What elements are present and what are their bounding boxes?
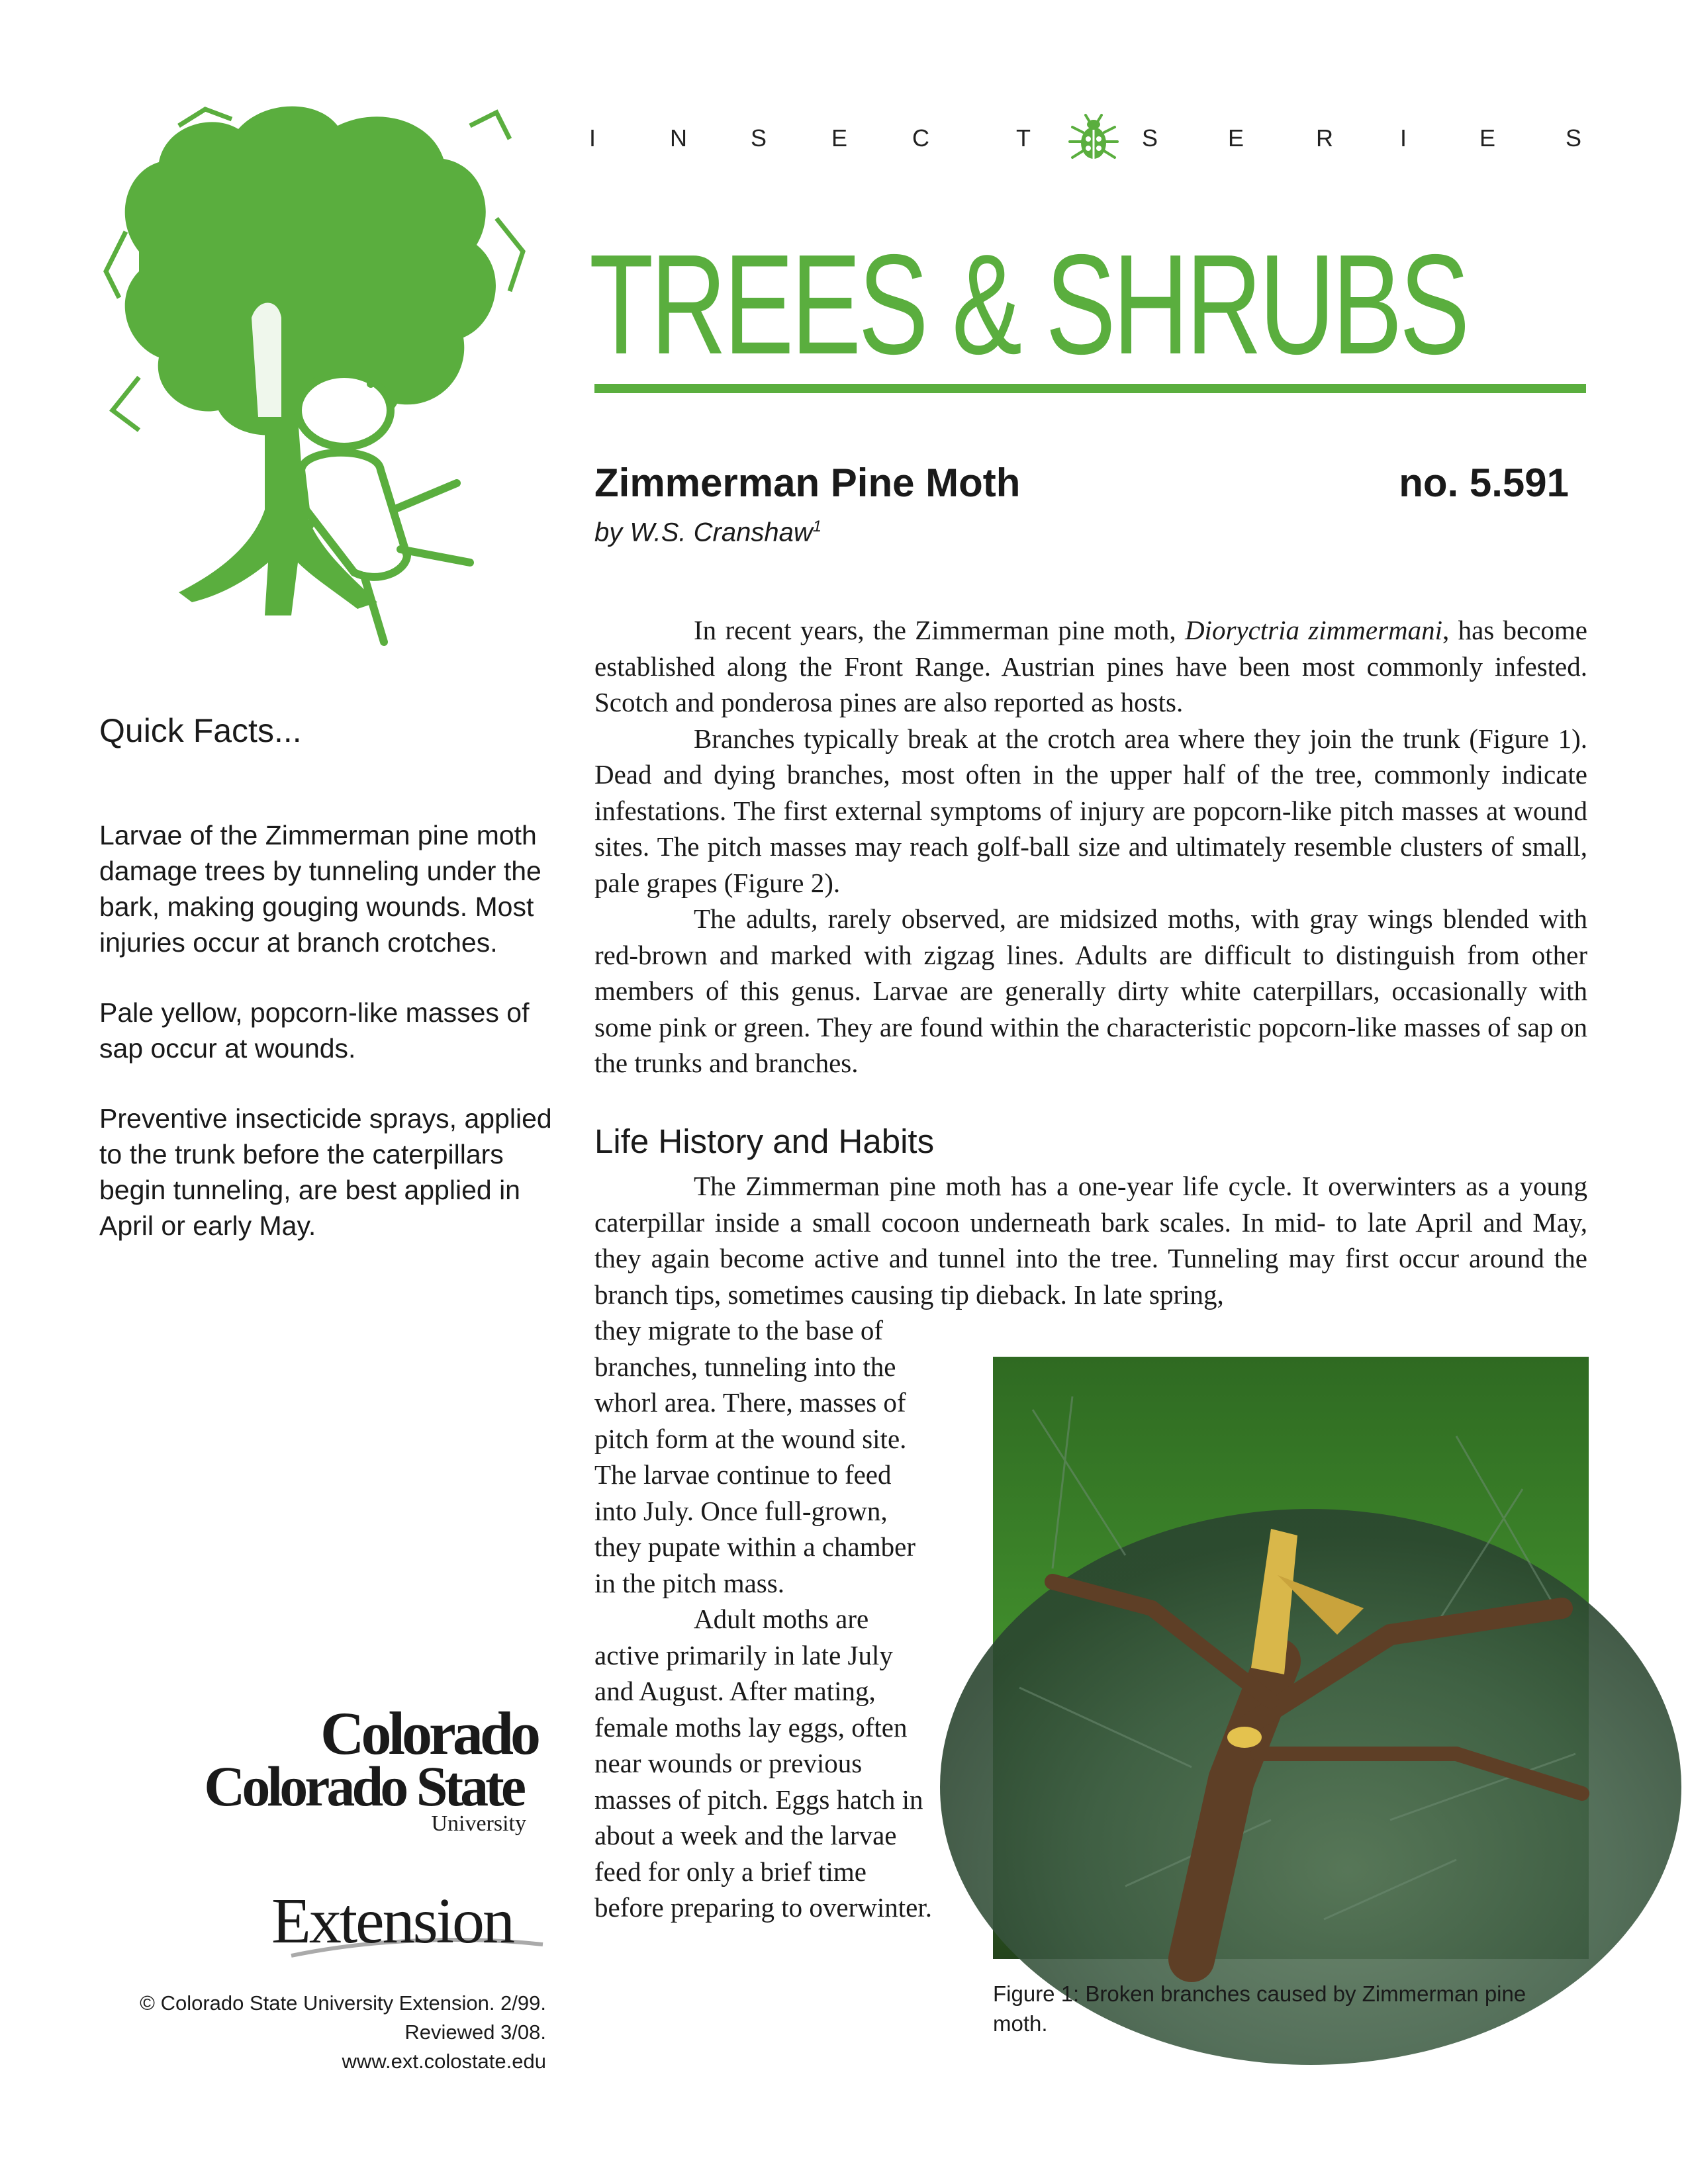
- figure-photo: [993, 1357, 1589, 1959]
- svg-text:Colorado: Colorado: [320, 1700, 538, 1767]
- csu-logo-state: Colorado State: [204, 1754, 523, 1818]
- quick-fact: Larvae of the Zimmerman pine moth damage trees by tunneling under the bark, making gouging wounds. Most injuries occur at branch crotches.: [99, 820, 541, 958]
- body-paragraph: [594, 612, 1587, 721]
- body-paragraph: Branches typically break at the crotch area where they join the trunk (Figure 1). Dead and dying branches, most often in the upper half of the tree, commonly indicate infestations. The first external symptoms of injury are popcorn-like pitch masses at wound sites. The pitch masses may reach golf-ball size and ultimately resemble clusters of small, pale grapes (Figure 2).: [594, 723, 1587, 898]
- category-title: TREES & SHRUBS: [589, 224, 1467, 384]
- series-letter: S: [751, 124, 767, 152]
- series-letter: R: [1316, 124, 1333, 152]
- document-number: no. 5.591: [1399, 461, 1569, 505]
- species-name: Dioryctria zimmermani: [1184, 615, 1443, 645]
- series-letter: N: [670, 124, 687, 152]
- body-paragraph: The adults, rarely observed, are midsized moths, with gray wings blended with red-brown and marked with zigzag lines. Adults are difficult to distinguish from other members of this genus. Larvae are generally dirty white caterpillars, occasionally with some pink or green. They are found within the characteristic popcorn-like masses of sap on the trunks and branches.: [594, 903, 1587, 1078]
- quick-facts-list: [99, 817, 556, 1278]
- life-history-paragraph-wide: [594, 1168, 1587, 1312]
- intro-section: [594, 612, 1587, 1081]
- body-paragraph: they migrate to the base of branches, tunneling into the whorl area. There, masses of pitch form at the wound site. The larvae continue to feed into July. Once full-grown, they pupate within a chamber in the pitch mass.: [594, 1315, 915, 1598]
- copyright-block: [93, 1989, 546, 2076]
- extension-logo-text: Extension: [271, 1886, 513, 1957]
- byline-footnote-marker: 1: [812, 518, 822, 535]
- series-letter: S: [1142, 124, 1158, 152]
- website-link[interactable]: www.ext.colostate.edu: [342, 2050, 546, 2073]
- series-letter: E: [1228, 124, 1244, 152]
- figure-caption: Figure 1: Broken branches caused by Zimmerman pine moth.: [993, 1981, 1526, 2036]
- life-history-column: [594, 1312, 939, 1926]
- series-letter: E: [1479, 124, 1496, 152]
- extension-logo: [265, 1873, 549, 1972]
- beetle-icon: [1066, 113, 1121, 168]
- csu-logo-university: University: [431, 1811, 526, 1836]
- series-letter: S: [1566, 124, 1582, 152]
- copyright-text: © Colorado State University Extension. 2/99.: [140, 1991, 546, 2015]
- title-rule: [594, 384, 1586, 393]
- reviewed-date: Reviewed 3/08.: [404, 2021, 546, 2044]
- body-text: , has become established along the Front Range. Austrian pines have been most commonly infested. Scotch and ponderosa pines are also reported as hosts.: [594, 615, 1588, 717]
- series-letter: I: [589, 124, 596, 152]
- body-paragraph: Adult moths are active primarily in late July and August. After mating, female moths lay eggs, often near wounds or previous masses of pitch. Eggs hatch in about a week and the larvae feed for only a brief time before preparing to overwinter.: [594, 1604, 933, 1923]
- series-letter: T: [1016, 124, 1031, 152]
- series-letter: I: [1400, 124, 1407, 152]
- byline: [594, 518, 821, 547]
- quick-facts-heading: Quick Facts...: [99, 712, 302, 749]
- body-text: In recent years, the Zimmerman pine moth,: [694, 615, 1185, 645]
- section-heading: Life History and Habits: [594, 1122, 935, 1160]
- series-letter: C: [912, 124, 929, 152]
- colorado-state-university-logo: [204, 1700, 543, 1836]
- series-letter: E: [831, 124, 848, 152]
- tree-with-beetle-illustration: [99, 99, 536, 662]
- byline-text: by W.S. Cranshaw: [594, 518, 813, 547]
- quick-fact: Preventive insecticide sprays, applied to the trunk before the caterpillars begin tunneling, are best applied in April or early May.: [99, 1103, 552, 1241]
- body-paragraph: The Zimmerman pine moth has a one-year life cycle. It overwinters as a young caterpillar inside a small cocoon underneath bark scales. In mid- to late April and May, they again become active and tunnel into the tree. Tunneling may first occur around the branch tips, sometimes causing tip dieback. In late spring,: [594, 1171, 1587, 1310]
- document-title: Zimmerman Pine Moth: [594, 461, 1021, 505]
- quick-fact: Pale yellow, popcorn-like masses of sap occur at wounds.: [99, 997, 530, 1064]
- series-banner: [589, 124, 1589, 164]
